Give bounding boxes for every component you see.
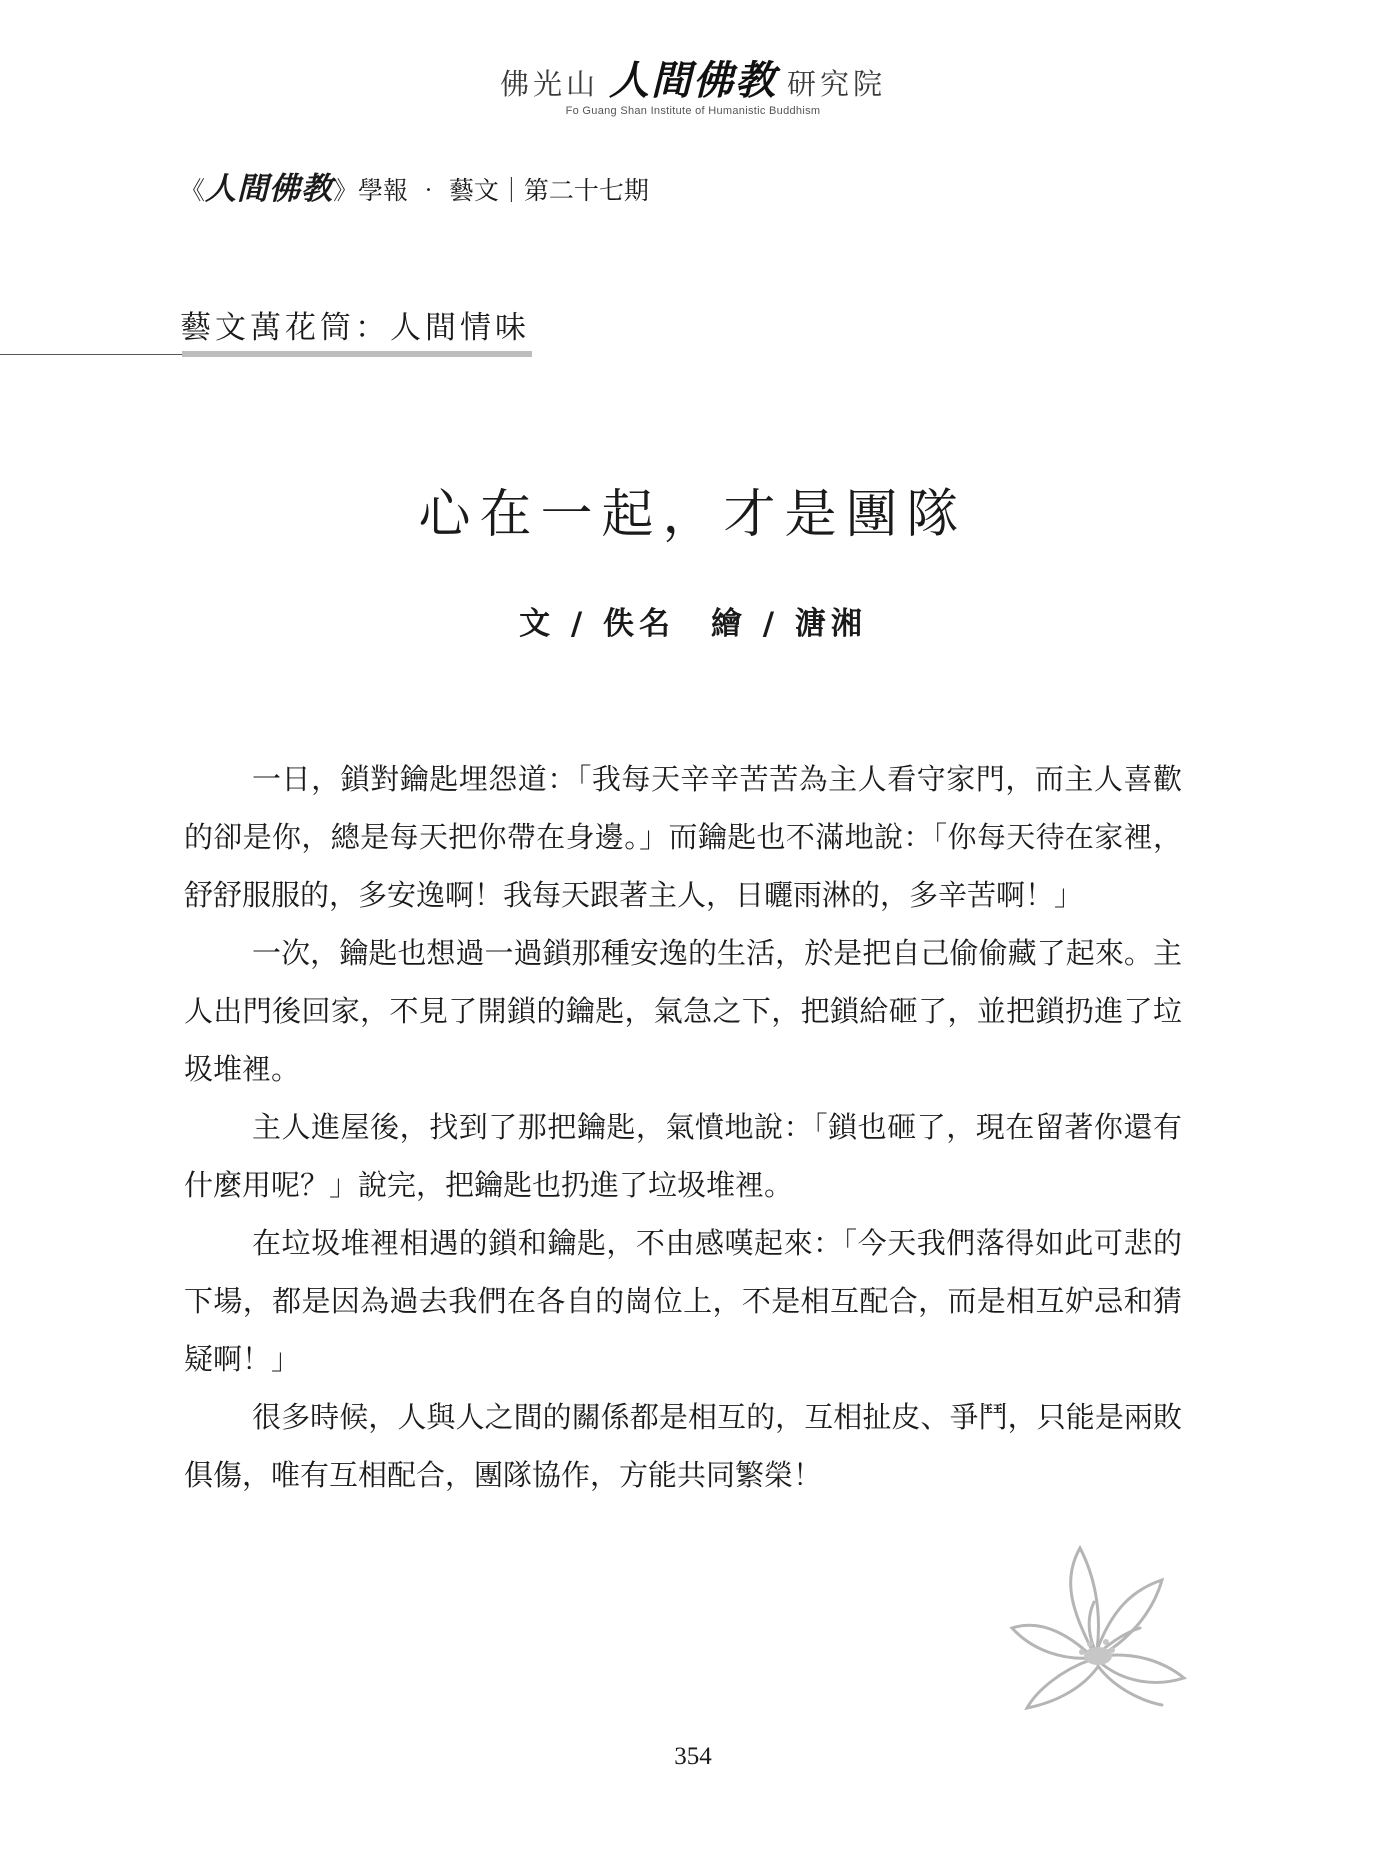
page-number: 354 — [674, 1743, 712, 1770]
institute-header — [0, 58, 1386, 117]
journal-brand-logo: 人間佛教 — [205, 171, 334, 207]
institute-name-left: 佛光山 — [499, 67, 599, 101]
journal-open-bracket: 《 — [180, 176, 206, 205]
body-paragraph: 一次，鑰匙也想過一過鎖那種安逸的生活，於是把自己偷偷藏了起來。主人出門後回家，不見了開鎖的鑰匙，氣急之下，把鎖給砸了，並把鎖扔進了垃圾堆裡。 — [184, 936, 1182, 1086]
section-underline-bar — [182, 351, 532, 357]
institute-english-name: Fo Guang Shan Institute of Humanistic Buddhism — [565, 105, 821, 117]
institute-brand-logo: 人間佛教 — [609, 58, 777, 104]
body-paragraph: 一日，鎖對鑰匙埋怨道：「我每天辛辛苦苦為主人看守家門，而主人喜歡的卻是你，總是每天把你帶在身邊。」而鑰匙也不滿地說：「你每天待在家裡，舒舒服服的，多安逸啊！我每天跟著主人，日曬雨淋的，多辛苦啊！」 — [184, 762, 1182, 912]
article-byline: 文 / 佚名 繪 / 溏湘 — [519, 606, 867, 642]
body-paragraph: 主人進屋後，找到了那把鑰匙，氣憤地說：「鎖也砸了，現在留著你還有什麼用呢？」說完，把鑰匙也扔進了垃圾堆裡。 — [184, 1110, 1182, 1202]
body-paragraph: 在垃圾堆裡相遇的鎖和鑰匙，不由感嘆起來：「今天我們落得如此可悲的下場，都是因為過去我們在各自的崗位上，不是相互配合，而是相互妒忌和猜疑啊！」 — [184, 1226, 1182, 1376]
body-paragraph: 很多時候，人與人之間的關係都是相互的，互相扯皮、爭鬥，只能是兩敗俱傷，唯有互相配合，團隊協作，方能共同繁榮！ — [184, 1400, 1182, 1492]
institute-name-right: 研究院 — [787, 67, 887, 101]
institute-name — [0, 58, 1386, 104]
lotus-icon — [1002, 1540, 1187, 1710]
journal-running-head — [180, 163, 649, 208]
article-title: 心在一起，才是團隊 — [418, 485, 968, 545]
journal-issue-text: 》學報 ‧ 藝文｜第二十七期 — [333, 176, 649, 205]
article-body — [184, 750, 1182, 1504]
section-label: 藝文萬花筒：人間情味 — [180, 310, 530, 346]
